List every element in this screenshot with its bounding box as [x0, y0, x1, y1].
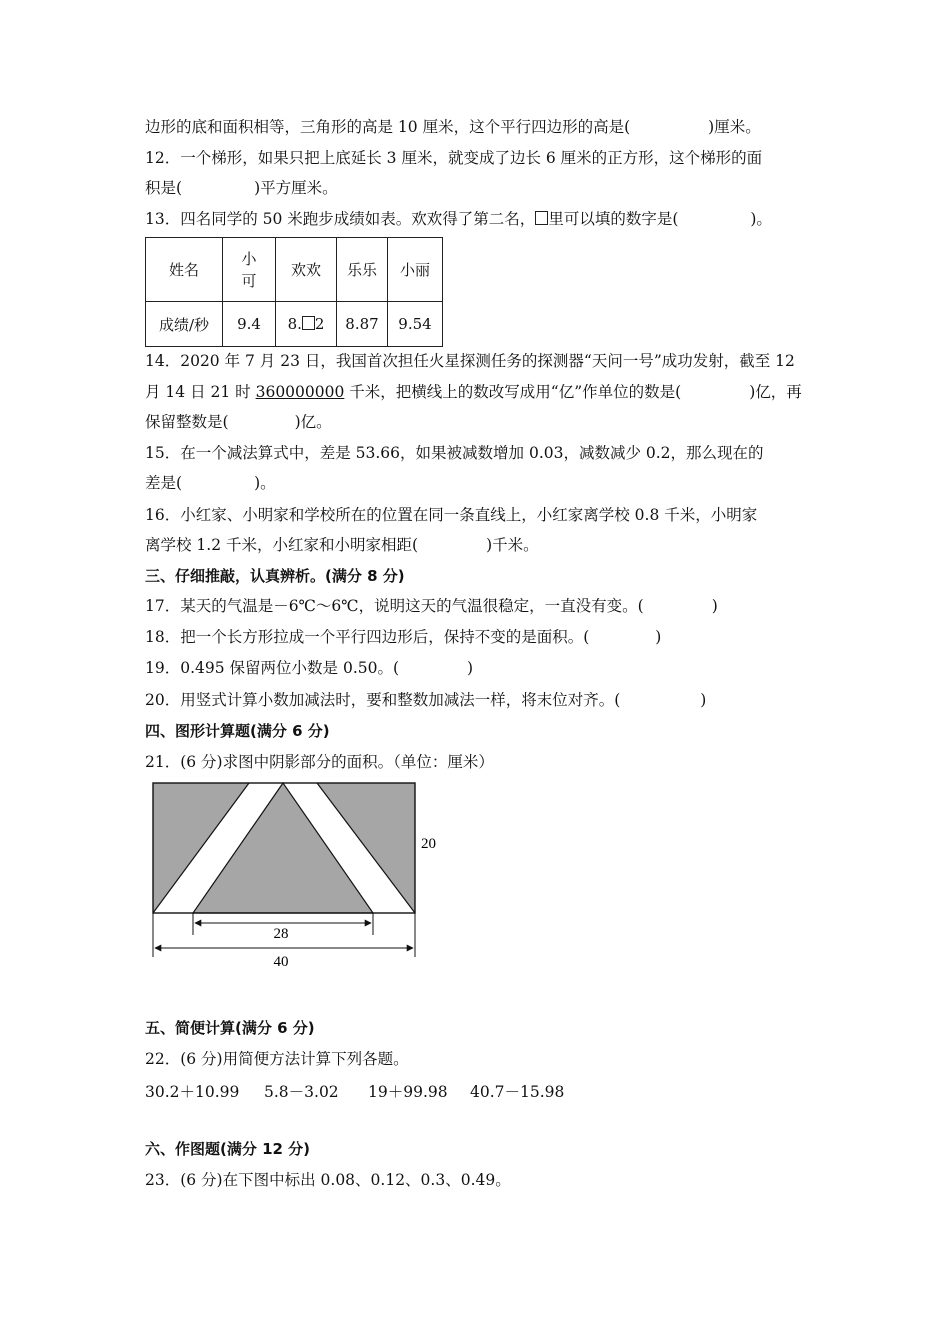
- q16-line2: 离学校 1.2 千米，小红家和小明家相距( )千米。: [145, 536, 539, 554]
- q17: 17．某天的气温是－6℃～6℃，说明这天的气温很稳定，一直没有变。( ): [145, 597, 718, 615]
- q22-text: 22．(6 分)用简便方法计算下列各题。: [145, 1050, 409, 1068]
- table-header-cell: 欢欢: [276, 238, 337, 302]
- q15-line2: 差是( )。: [145, 474, 276, 492]
- q16-line1: 16．小红家、小明家和学校所在的位置在同一条直线上，小红家离学校 0.8 千米，小明家: [145, 506, 758, 524]
- table-row: [146, 302, 443, 347]
- q20: 20．用竖式计算小数加减法时，要和整数加减法一样，将末位对齐。( ): [145, 691, 707, 709]
- q14-line1: 14．2020 年 7 月 23 日，我国首次担任火星探测任务的探测器“天问一号”成功发射，截至 12: [145, 352, 795, 370]
- expression-2: 5.8－3.02: [264, 1083, 339, 1101]
- q19: 19．0.495 保留两位小数是 0.50。( ): [145, 659, 474, 677]
- q12-line2: 积是( )平方厘米。: [145, 179, 338, 197]
- table-cell: 8. 2: [276, 302, 337, 347]
- q18: 18．把一个长方形拉成一个平行四边形后，保持不变的是面积。( ): [145, 628, 662, 646]
- table-cell: 9.4: [223, 302, 276, 347]
- table-cell: 8.87: [337, 302, 388, 347]
- q23-text: 23．(6 分)在下图中标出 0.08、0.12、0.3、0.49。: [145, 1171, 511, 1189]
- expression-3: 19＋99.98: [368, 1083, 448, 1101]
- table-row-label: 成绩/秒: [146, 302, 223, 347]
- q21-text: 21．(6 分)求图中阴影部分的面积。（单位：厘米）: [145, 753, 494, 771]
- q13-line1: 13．四名同学的 50 米跑步成绩如表。欢欢得了第二名， 里可以填的数字是( )。: [145, 210, 772, 228]
- table-cell: 9.54: [388, 302, 443, 347]
- table-row: [146, 238, 443, 302]
- shaded-area-figure: [145, 775, 455, 975]
- q14-line3: 保留整数是( )亿。: [145, 413, 332, 431]
- q14-line2: 月 14 日 21 时 360000000 千米，把横线上的数改写成用“亿”作单位的数是( )亿，再: [145, 383, 802, 401]
- blank-square-icon: [302, 316, 315, 330]
- table-header-cell: 小丽: [388, 238, 443, 302]
- section-heading-5: 五、简便计算(满分 6 分): [145, 1019, 315, 1037]
- height-label: 20: [421, 836, 436, 852]
- underlined-number: 360000000: [255, 383, 345, 401]
- expression-1: 30.2＋10.99: [145, 1083, 240, 1101]
- blank-square-icon: [535, 211, 548, 225]
- q15-line1: 15．在一个减法算式中，差是 53.66，如果被减数增加 0.03，减数减少 0.2，那么现在的: [145, 444, 764, 462]
- expression-4: 40.7－15.98: [470, 1083, 565, 1101]
- table-header-cell: 乐乐: [337, 238, 388, 302]
- table-header-cell: 姓名: [146, 238, 223, 302]
- section-heading-6: 六、作图题(满分 12 分): [145, 1140, 311, 1158]
- outer-base-label: 40: [273, 954, 289, 970]
- score-table: [145, 237, 443, 347]
- q11-line1: 边形的底和面积相等，三角形的高是 10 厘米，这个平行四边形的高是( )厘米。: [145, 118, 761, 136]
- inner-base-label: 28: [273, 926, 289, 942]
- section-heading-3: 三、仔细推敲，认真辨析。(满分 8 分): [145, 567, 405, 585]
- table-header-cell: 小 可: [223, 238, 276, 302]
- q12-line1: 12．一个梯形，如果只把上底延长 3 厘米，就变成了边长 6 厘米的正方形，这个梯形的面: [145, 149, 763, 167]
- section-heading-4: 四、图形计算题(满分 6 分): [145, 722, 330, 740]
